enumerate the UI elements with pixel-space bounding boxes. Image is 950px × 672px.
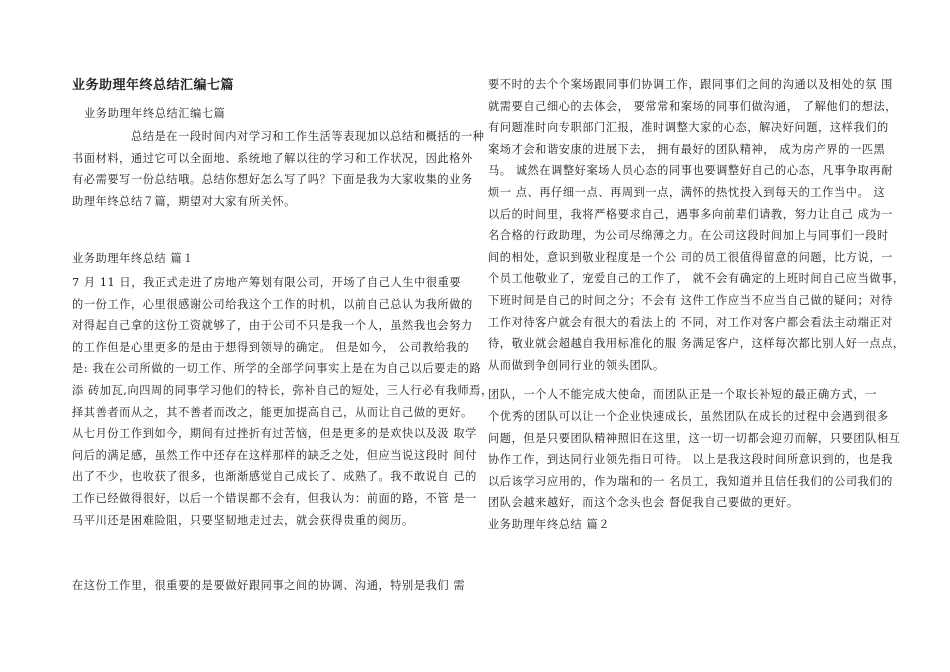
text-line: 烦一 点、再仔细一点、再周到一点，满怀的热忱投入到每天的工作当中。 这 [488, 185, 886, 199]
text-line: 下班时间是自己的时间之分；不会有 这件工作应当不应当自己做的疑问；对待 [488, 293, 893, 307]
text-line: 从七月份工作到如今，期间有过挫折有过苦恼，但是更多的是欢快以及汲 取学 [72, 427, 477, 441]
text-line: 个员工他敬业了，宠爱自己的工作了， 就不会有确定的上班时间自己应当做事， [488, 272, 905, 286]
text-line: 从而做到争创同行业的领头团队。 [488, 358, 665, 372]
text-line: 问题，但是只要团队精神照旧在这里，这一切一切都会迎刃而解，只要团队相互 [488, 431, 901, 445]
text-line: 择其善者而从之，其不善者而改之，能更加提高自己，从而让自己做的更好。 [72, 405, 473, 419]
text-line: 以后的时间里，我将严格要求自己，遇事多向前辈们请教，努力让自己 成为一 [488, 207, 893, 221]
document-subtitle: 业务助理年终总结汇编七篇 [84, 107, 226, 120]
document-title: 业务助理年终总结汇编七篇 [72, 78, 235, 93]
text-line: 对得起自己拿的这份工资就够了，由于公司不只是我一个人，虽然我也会努力 [72, 319, 473, 333]
section-1-paragraph-3 [488, 384, 901, 514]
text-line: 助理年终总结７篇，期望对大家有所关怀。 [72, 194, 296, 208]
section-1-paragraph-2-start [72, 575, 472, 597]
section-1-paragraph-1 [72, 272, 493, 531]
text-line: 总结是在一段时间内对学习和工作生活等表现加以总结和概括的一种 [72, 130, 485, 143]
text-line: 书面材料，通过它可以全面地、系统地了解以往的学习和工作状况，因此格外 [72, 151, 473, 165]
text-line: 的一份工作，心里很感谢公司给我这个工作的时机，以前自己总认为我所做的 [72, 297, 473, 311]
text-line: 团队会越来越好，而这个念头也会 督促我自己要做的更好。 [488, 496, 799, 510]
text-line: 7 月 11 日，我正式走进了房地产筹划有限公司，开场了自己人生中很重要 [72, 276, 462, 289]
text-line: 就需要自己细心的去体会， 要常常和案场的同事们做沟通， 了解他们的想法， [488, 99, 898, 113]
text-line: 个优秀的团队可以让一个企业快速成长，虽然团队在成长的过程中会遇到很多 [488, 409, 889, 423]
text-line: 名合格的行政助理，为公司尽绵薄之力。在公司这段时间加上与同事们一段时 [488, 229, 889, 243]
text-line: 有问题准时向专职部门汇报，准时调整大家的心态，解决好问题，这样我们的 [488, 121, 889, 135]
text-line: 在这份工作里，很重要的是要做好跟同事之间的协调、沟通，特别是我们 需 [72, 579, 466, 592]
text-line: 是: 我在公司所做的一切工作、所学的全部学问事实上是在为自己以后要走的路 [72, 362, 482, 376]
text-line: 以后该学习应用的，作为瑞和的一 名员工，我知道并且信任我们的公司我们的 [488, 474, 893, 488]
right-column [488, 74, 905, 535]
paragraph-gap [488, 376, 888, 384]
text-line: 添 砖加瓦,向四周的同事学习他们的特长，弥补自己的短处，三人行必有我师焉， [72, 383, 493, 397]
text-line: 的工作但是心里更多的是由于想得到领导的确定。 但是如今， 公司教给我的 [72, 340, 470, 354]
text-line: 间的相处，意识到敬业程度是一个公 司的员工很值得留意的问题，比方说，一 [488, 250, 893, 264]
text-line: 协作工作，到达同行业领先指日可待。 以上是我这段时间所意识到的，也是我 [488, 453, 893, 467]
text-line: 案场才会和谐安康的进展下去， 拥有最好的团队精神， 成为房产界的一匹黑 [488, 142, 886, 156]
text-line: 马平川还是困难险阻，只要坚韧地走过去，就会获得贵重的阅历。 [72, 513, 414, 527]
text-line: 要不时的去个个案场跟同事们协调工作，跟同事们之间的沟通以及相处的氛 围 [488, 78, 893, 91]
section-1-paragraph-2-continued [488, 74, 905, 376]
text-line: 待，敬业就会超越自我用标准化的服 务满足客户，这样每次都比别人好一点点， [488, 337, 905, 351]
text-line: 团队，一个人不能完成大使命，而团队正是一个取长补短的最正确方式，一 [488, 388, 877, 402]
section-2-heading: 业务助理年终总结 篇２ [488, 517, 611, 531]
section-1-heading: 业务助理年终总结 篇１ [72, 252, 195, 265]
text-line: 马。 诚然在调整好案场人员心态的同事也要调整好自己的心态，凡事争取再耐 [488, 164, 893, 178]
text-line: 出了不少，也收获了很多，也渐渐感觉自己成长了、成熟了。我不敢说自 己的 [72, 470, 477, 484]
text-line: 问后的满足感，虽然工作中还存在这样那样的缺乏之处，但应当说这段时 间付 [72, 448, 477, 462]
text-line: 有必需要写一份总结哦。总结你想好怎么写了吗？下面是我为大家收集的业务 [72, 173, 473, 187]
text-line: 工作已经做得很好，以后一个错误都不会有，但我认为：前面的路，不管 是一 [72, 491, 477, 505]
text-line: 工作对待客户就会有很大的看法上的 不同，对工作对客户都会看法主动端正对 [488, 315, 893, 329]
intro-paragraph [72, 126, 485, 212]
